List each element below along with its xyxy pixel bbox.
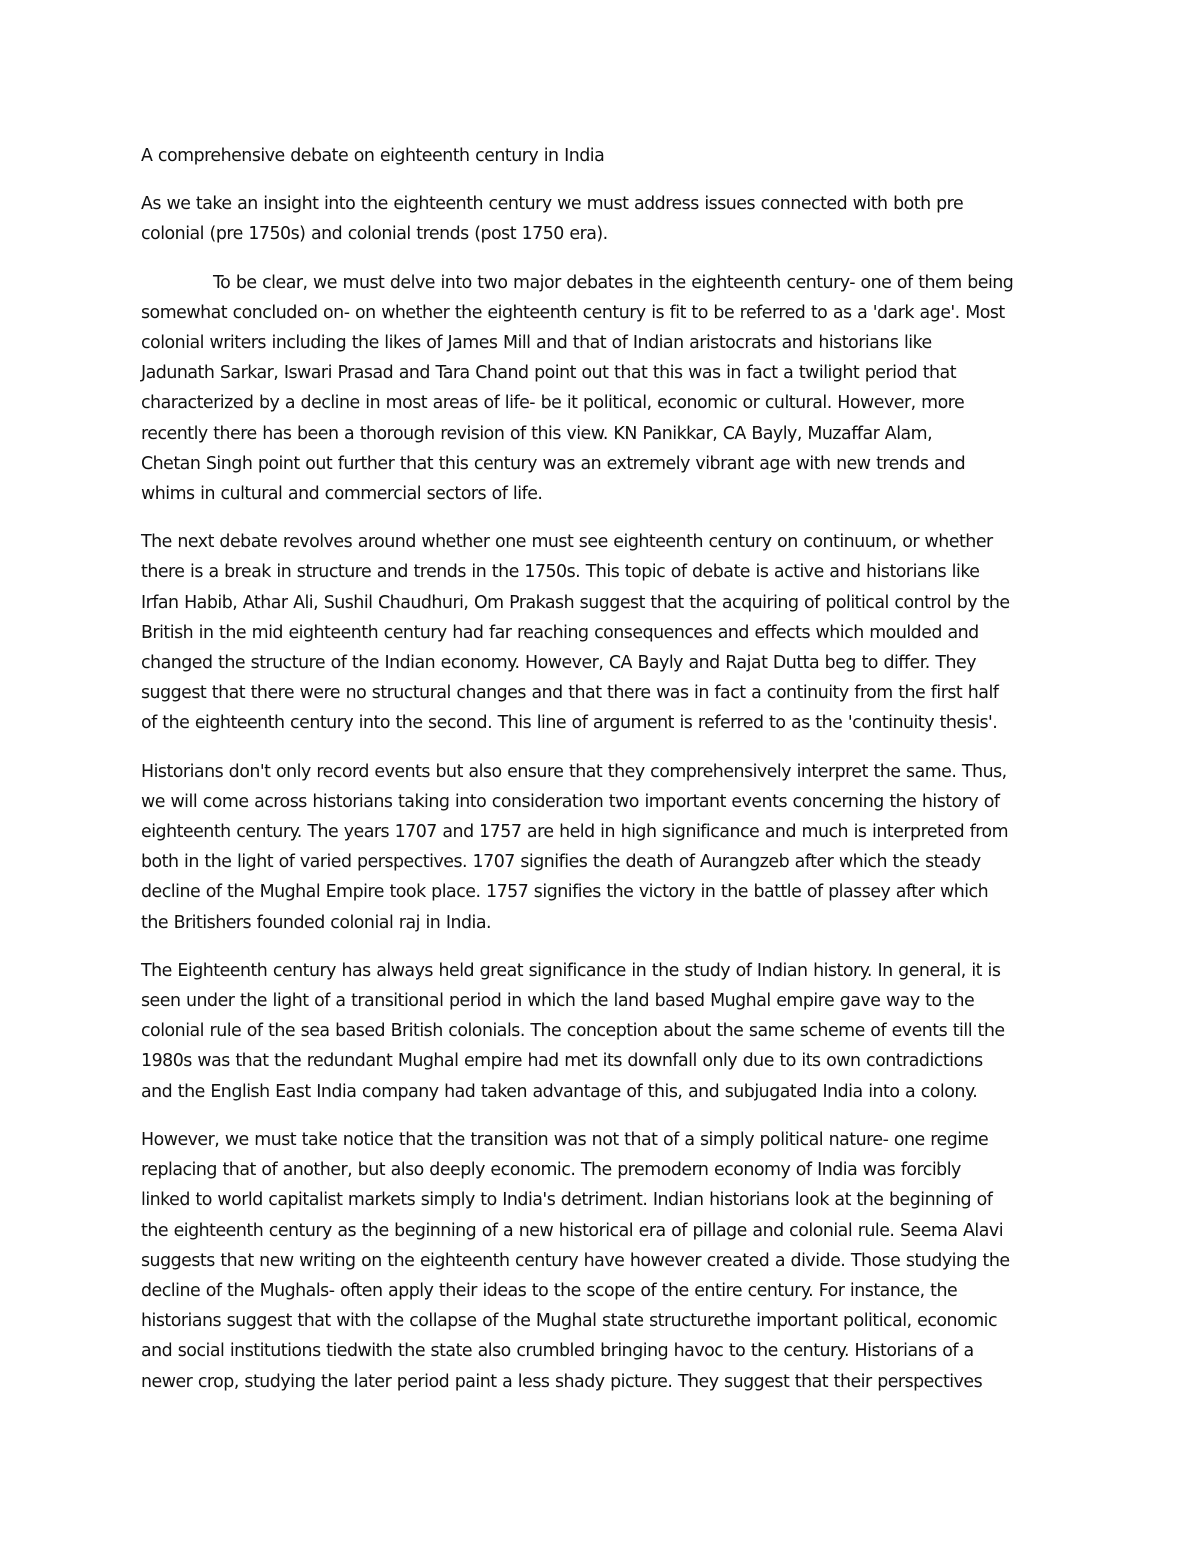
text-line: characterized by a decline in most areas of life- be it political, economic or cultural. However, more: [141, 393, 965, 414]
document-body: [141, 141, 1061, 1415]
text-line: replacing that of another, but also deeply economic. The premodern economy of India was forcibly: [141, 1160, 961, 1181]
paragraph: [141, 268, 1061, 510]
text-line: and social institutions tiedwith the state also crumbled bringing havoc to the century. Historians of a: [141, 1341, 974, 1362]
document-title: A comprehensive debate on eighteenth century in India: [141, 146, 605, 166]
text-line: colonial writers including the likes of James Mill and that of Indian aristocrats and historians like: [141, 333, 932, 354]
text-line: changed the structure of the Indian economy. However, CA Bayly and Rajat Dutta beg to differ. They: [141, 653, 976, 674]
text-line: Chetan Singh point out further that this century was an extremely vibrant age with new trends and: [141, 453, 966, 474]
paragraph-list: [141, 189, 1061, 1397]
text-line: The Eighteenth century has always held great significance in the study of Indian history. In general, it is: [141, 960, 1001, 981]
text-line: the eighteenth century as the beginning of a new historical era of pillage and colonial rule. Seema Alavi: [141, 1220, 1004, 1241]
text-line: seen under the light of a transitional period in which the land based Mughal empire gave way to the: [141, 991, 975, 1012]
text-line: suggest that there were no structural changes and that there was in fact a continuity from the first half: [141, 683, 999, 704]
text-line: both in the light of varied perspectives. 1707 signifies the death of Aurangzeb after which the steady: [141, 852, 981, 873]
paragraph: [141, 527, 1061, 738]
text-line: decline of the Mughal Empire took place. 1757 signifies the victory in the battle of plassey after which: [141, 882, 989, 903]
text-line: recently there has been a thorough revision of this view. KN Panikkar, CA Bayly, Muzaffar Alam,: [141, 423, 933, 444]
text-line: British in the mid eighteenth century had far reaching consequences and effects which moulded and: [141, 622, 979, 643]
text-line: suggests that new writing on the eighteenth century have however created a divide. Those studying the: [141, 1250, 1010, 1271]
text-line: newer crop, studying the later period paint a less shady picture. They suggest that their perspectives: [141, 1371, 983, 1392]
text-line: of the eighteenth century into the second. This line of argument is referred to as the 'continuity thesis'.: [141, 713, 998, 734]
paragraph: [141, 956, 1061, 1107]
text-line: we will come across historians taking into consideration two important events concerning the history of: [141, 791, 1000, 812]
text-line: somewhat concluded on- on whether the eighteenth century is fit to be referred to as a 'dark age'. Most: [141, 302, 1005, 323]
text-line: 1980s was that the redundant Mughal empire had met its downfall only due to its own contradictions: [141, 1051, 983, 1072]
text-line: and the English East India company had taken advantage of this, and subjugated India into a colony.: [141, 1081, 978, 1102]
text-line: colonial (pre 1750s) and colonial trends (post 1750 era).: [141, 224, 608, 245]
text-line: the Britishers founded colonial raj in India.: [141, 912, 492, 933]
text-line: historians suggest that with the collapse of the Mughal state structurethe important political, economic: [141, 1311, 998, 1332]
text-line: To be clear, we must delve into two major debates in the eighteenth century- one of them being: [213, 272, 1014, 293]
text-line: linked to world capitalist markets simply to India's detriment. Indian historians look at the beginning of: [141, 1190, 993, 1211]
paragraph: [141, 1125, 1061, 1397]
text-line: However, we must take notice that the transition was not that of a simply political nature- one regime: [141, 1129, 989, 1150]
paragraph: [141, 757, 1061, 938]
paragraph: [141, 189, 1061, 249]
text-line: eighteenth century. The years 1707 and 1757 are held in high significance and much is interpreted from: [141, 822, 1009, 843]
text-line: Jadunath Sarkar, Iswari Prasad and Tara Chand point out that this was in fact a twilight period that: [141, 363, 957, 384]
text-line: Historians don't only record events but also ensure that they comprehensively interpret the same. Thus,: [141, 761, 1007, 782]
text-line: Irfan Habib, Athar Ali, Sushil Chaudhuri, Om Prakash suggest that the acquiring of political control by the: [141, 592, 1010, 613]
text-line: As we take an insight into the eighteenth century we must address issues connected with both pre: [141, 194, 964, 215]
text-line: decline of the Mughals- often apply their ideas to the scope of the entire century. For instance, the: [141, 1280, 958, 1301]
text-line: The next debate revolves around whether one must see eighteenth century on continuum, or whether: [141, 532, 993, 553]
text-line: whims in cultural and commercial sectors of life.: [141, 484, 543, 505]
text-line: colonial rule of the sea based British colonials. The conception about the same scheme of events till the: [141, 1021, 1005, 1042]
text-line: there is a break in structure and trends in the 1750s. This topic of debate is active and historians like: [141, 562, 980, 583]
